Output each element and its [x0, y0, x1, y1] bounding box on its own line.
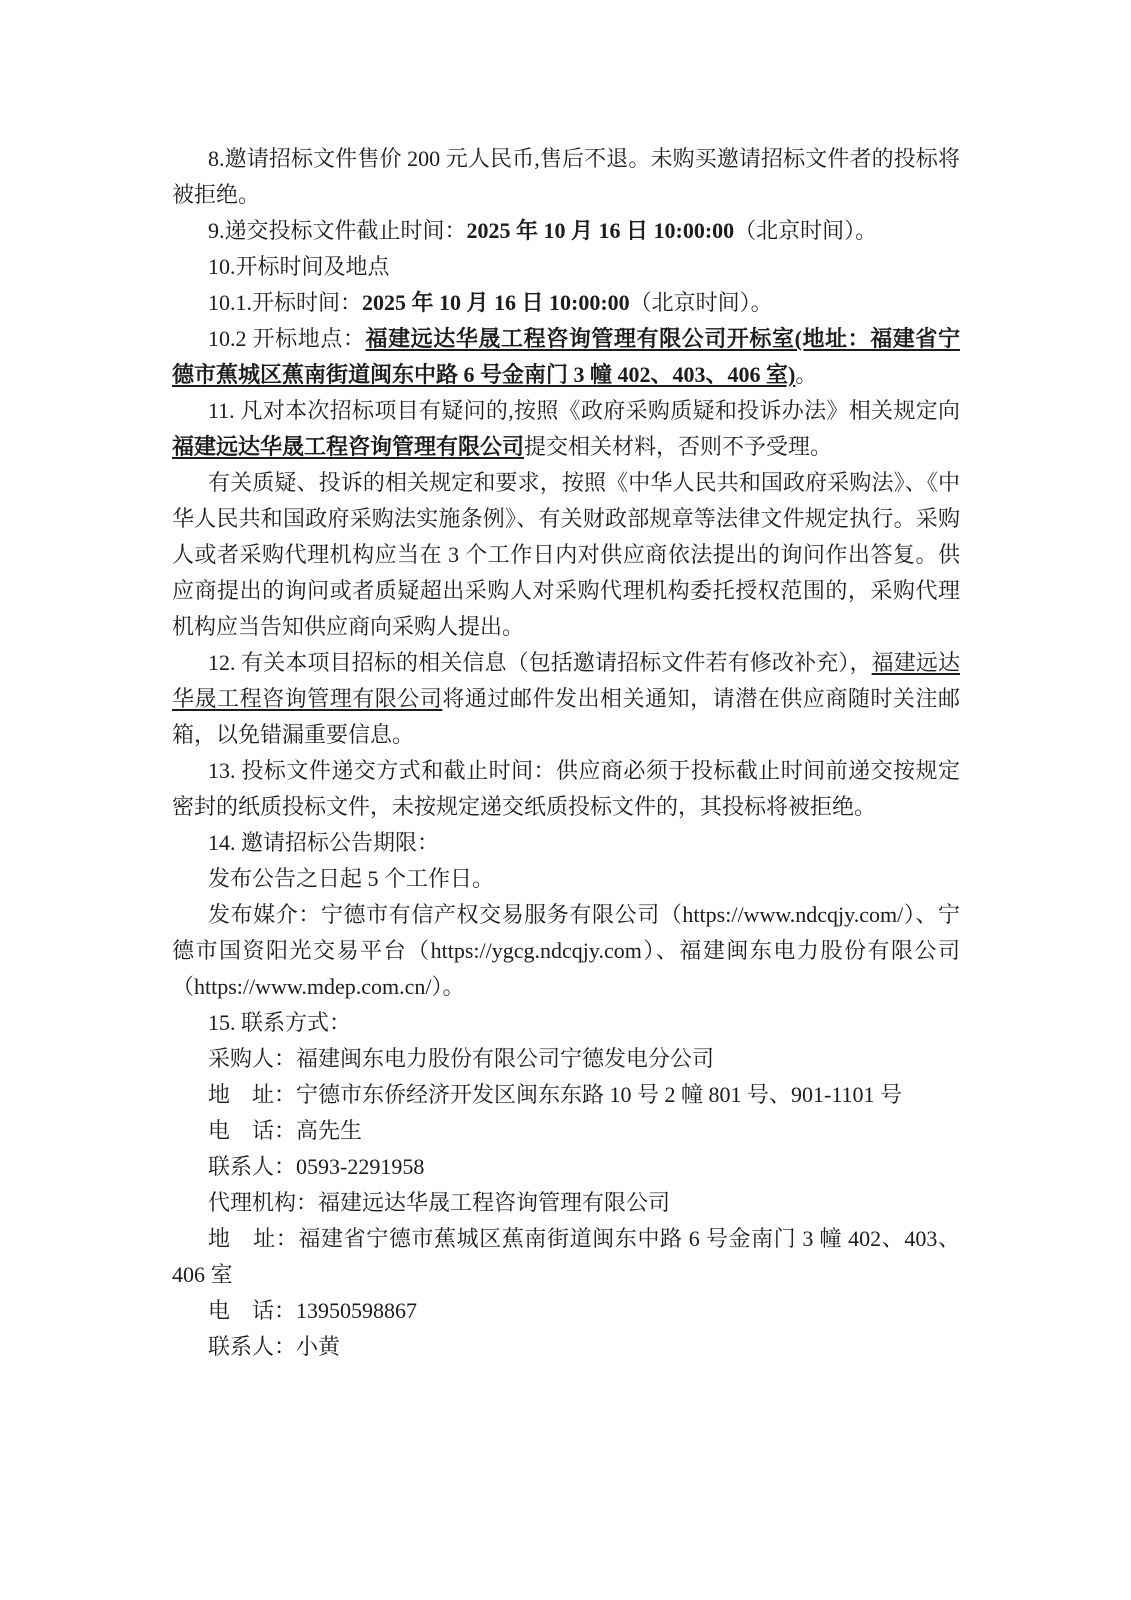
- text-run: （北京时间）。: [734, 218, 878, 243]
- text-run: 提交相关材料，否则不予受理。: [524, 434, 833, 459]
- text-run: 代理机构：福建远达华晟工程咨询管理有限公司: [208, 1190, 671, 1215]
- para-purchaser-address: [172, 1077, 960, 1113]
- text-run: （北京时间）。: [629, 290, 773, 315]
- text-run: 发布公告之日起 5 个工作日。: [208, 866, 495, 891]
- text-run: 发布媒介：宁德市有信产权交易服务有限公司（https://www.ndcqjy.com/）、宁德市国资阳光交易平台（https://ygcg.ndcqjy.com）、福建闽东电力股份有限公司（https://www.mdep.com.cn/）。: [172, 902, 960, 999]
- text-run: 10.开标时间及地点: [208, 254, 390, 279]
- para-13-submission-method: [172, 753, 960, 825]
- para-agency-name: [172, 1185, 960, 1221]
- agency-name-underline: 福建远达华晟工程咨询管理有限公司: [172, 650, 960, 711]
- opening-datetime: 2025 年 10 月 16 日 10:00:00: [362, 290, 630, 315]
- text-run: 地 址：福建省宁德市蕉城区蕉南街道闽东中路 6 号金南门 3 幢 402、403、406 室: [172, 1226, 960, 1287]
- text-run: 。: [795, 362, 818, 387]
- text-run: 9.递交投标文件截止时间：: [208, 218, 467, 243]
- text-run: 联系人：小黄: [208, 1334, 341, 1359]
- para-purchaser-phone: [172, 1113, 960, 1149]
- text-run: 电 话：高先生: [208, 1118, 363, 1143]
- text-run: 地 址：宁德市东侨经济开发区闽东东路 10 号 2 幢 801 号、901-1101 号: [208, 1082, 903, 1107]
- para-10-1-opening-time: [172, 285, 960, 321]
- para-15-contact-heading: [172, 1005, 960, 1041]
- text-run: 10.1.开标时间：: [208, 290, 363, 315]
- text-run: 将通过邮件发出相关通知，请潜在供应商随时关注邮箱，以免错漏重要信息。: [172, 686, 960, 747]
- para-9-bid-submission-deadline: [172, 213, 960, 249]
- para-announcement-duration: [172, 861, 960, 897]
- para-12-notice-channel: [172, 645, 960, 753]
- text-run: 电 话：13950598867: [208, 1298, 418, 1323]
- para-14-announcement-period-heading: [172, 825, 960, 861]
- text-run: 13. 投标文件递交方式和截止时间：供应商必须于投标截止时间前递交按规定密封的纸质投标文件，未按规定递交纸质投标文件的，其投标将被拒绝。: [172, 758, 960, 819]
- para-agency-contact: [172, 1329, 960, 1365]
- text-run: 14. 邀请招标公告期限：: [208, 830, 440, 855]
- para-agency-phone: [172, 1293, 960, 1329]
- text-run: 12. 有关本项目招标的相关信息（包括邀请招标文件若有修改补充），: [208, 650, 872, 675]
- para-publish-media: [172, 897, 960, 1005]
- text-run: 采购人：福建闽东电力股份有限公司宁德发电分公司: [208, 1046, 715, 1071]
- para-8-tender-doc-price: [172, 141, 960, 213]
- para-inquiry-complaint-rules: [172, 465, 960, 645]
- para-purchaser-contact: [172, 1149, 960, 1185]
- para-11-inquiry-procedure: [172, 393, 960, 465]
- text-run: 联系人：0593-2291958: [208, 1154, 425, 1179]
- text-run: 15. 联系方式：: [208, 1010, 352, 1035]
- text-run: 有关质疑、投诉的相关规定和要求，按照《中华人民共和国政府采购法》、《中华人民共和国政府采购法实施条例》、有关财政部规章等法律文件规定执行。采购人或者采购代理机构应当在 3 个工作日内对供应商依法提出的询问作出答复。供应商提出的询问或者质疑超出采购人对采购代理机构委托授权范围的，采购代理机构应当告知供应商向采购人提出。: [172, 470, 960, 639]
- opening-place-address: 福建远达华晟工程咨询管理有限公司开标室(地址：福建省宁德市蕉城区蕉南街道闽东中路 6 号金南门 3 幢 402、403、406 室): [172, 326, 960, 387]
- text-run: 8.邀请招标文件售价 200 元人民币,售后不退。未购买邀请招标文件者的投标将被拒绝。: [172, 146, 960, 207]
- text-run: 11. 凡对本次招标项目有疑问的,按照《政府采购质疑和投诉办法》相关规定向: [208, 398, 960, 423]
- para-10-opening-heading: [172, 249, 960, 285]
- text-run: 10.2 开标地点：: [208, 326, 366, 351]
- agency-name-emphasis: 福建远达华晟工程咨询管理有限公司: [172, 434, 525, 459]
- para-10-2-opening-place: [172, 321, 960, 393]
- para-agency-address: [172, 1221, 960, 1293]
- para-purchaser-name: [172, 1041, 960, 1077]
- deadline-datetime: 2025 年 10 月 16 日 10:00:00: [466, 218, 735, 243]
